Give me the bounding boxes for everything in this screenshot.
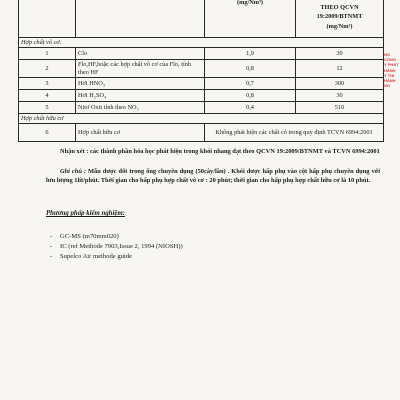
list-item: - IC (ref Methode 7903,Issue 2, 1994 (NIOSH)) <box>50 242 183 252</box>
table-header-row <box>19 0 384 38</box>
table-row: 3 Hơi HNO₃ 0,7 300 <box>19 78 384 90</box>
table-row: 2 Flo,HF,hoặc các hợp chất vô cơ của Flo, tính theo HF 0,8 12 <box>19 60 384 78</box>
group-organic-title: Hợp chất hữu cơ <box>19 114 384 124</box>
table-row: 5 Nitơ Oxit tính theo NO₂ 0,4 510 <box>19 102 384 114</box>
remark-paragraph: Nhận xét : các thành phần hóa học phát hiện trong khói nhang đạt theo QCVN 19:2009/BTNMT và TCVN 6994:2001 <box>60 148 380 155</box>
merged-result-cell: Không phát hiện các chất có trong quy định TCVN 6994:2001 <box>205 124 384 142</box>
table-row: 1 Clo 1,9 30 <box>19 48 384 60</box>
header-unit: (mg/Nm³) <box>205 0 296 38</box>
red-stamp: NG CÔNG Y PHÁT HÀNH Ý THỊ HÀNH NG <box>384 52 399 89</box>
results-table <box>18 0 384 142</box>
methods-list <box>50 232 183 262</box>
table-row: 4 Hơi H₂SO₄ 0,8 30 <box>19 90 384 102</box>
list-item: - GC-MS (m70mm020) <box>50 232 183 242</box>
table-row: 6 Hợp chất hữu cơ Không phát hiện các chất có trong quy định TCVN 6994:2001 <box>19 124 384 142</box>
list-item: - Supelco Air methode guide <box>50 252 183 262</box>
methods-title: Phương pháp kiểm nghiệm: <box>46 210 125 217</box>
group-inorganic-title: Hợp chất vô cơ. <box>19 38 384 48</box>
header-limit: THEO QCVN 19:2009/BTNMT (mg/Nm³) <box>296 0 384 38</box>
note-paragraph: Ghi chú : Mẫu được đốt trong ống chuyên dụng (50cây/lần) . Khói được hấp phụ vào cột hấp phụ chuyên dụng với lưu lượng 1lít/phút. Thời gian cho hấp phụ hợp chất vô cơ : 20 phút; thời gian cho hấp phụ hợp chất hữu cơ là 10 phút. <box>46 168 380 184</box>
